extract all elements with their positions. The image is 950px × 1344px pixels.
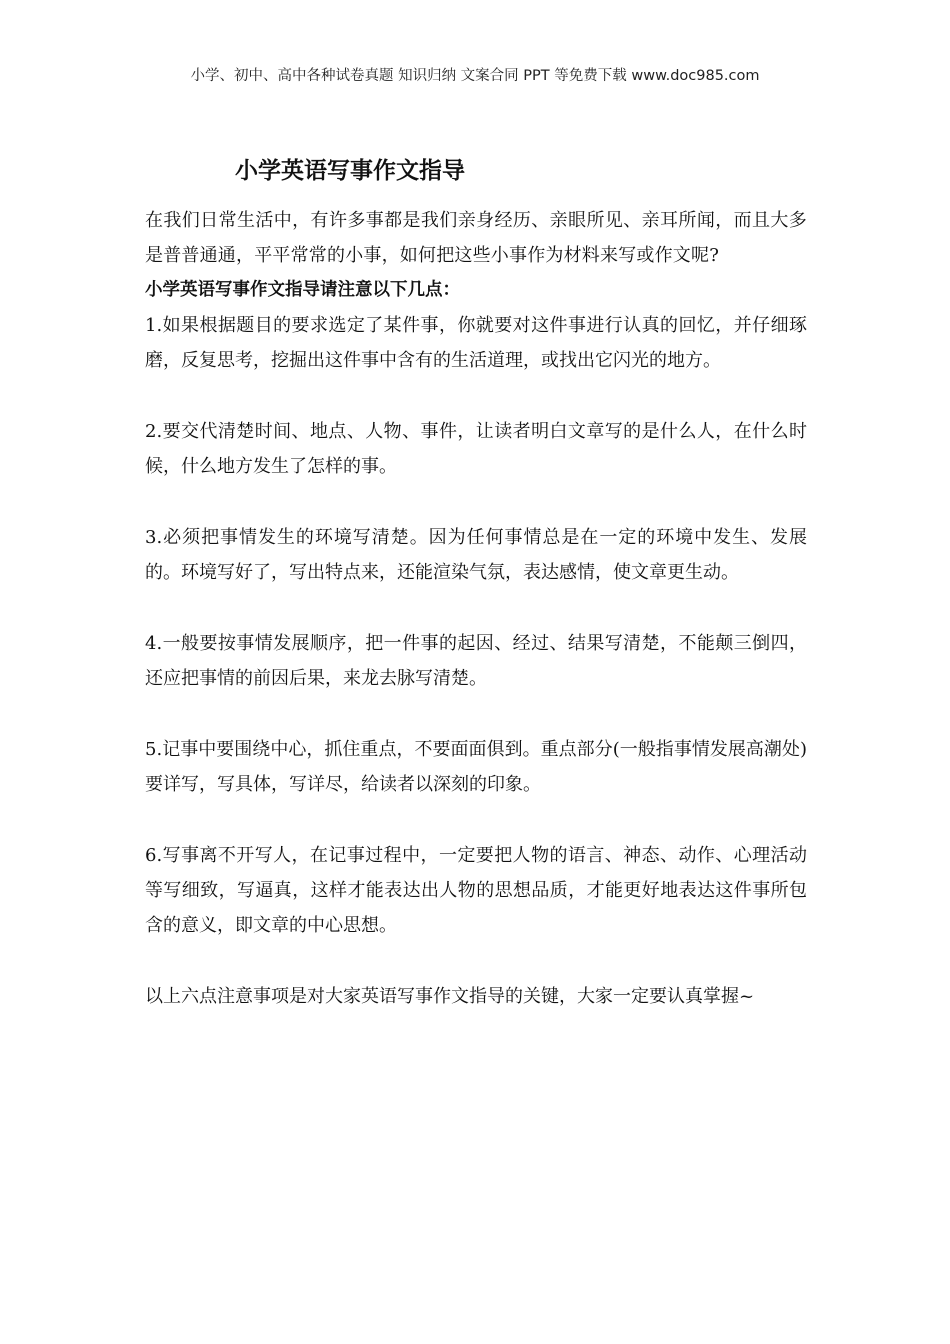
point-paragraph: 3.必须把事情发生的环境写清楚。因为任何事情总是在一定的环境中发生、发展的。环境写好了，写出特点来，还能渲染气氛，表达感情，使文章更生动。 [145, 527, 807, 583]
document-title: 小学英语写事作文指导 [235, 158, 465, 184]
point-paragraph: 1.如果根据题目的要求选定了某件事，你就要对这件事进行认真的回忆，并仔细琢磨，反复思考，挖掘出这件事中含有的生活道理，或找出它闪光的地方。 [145, 315, 807, 371]
page-header: 小学、初中、高中各种试卷真题 知识归纳 文案合同 PPT 等免费下载 www.doc985.com [190, 68, 760, 84]
point-paragraph: 6.写事离不开写人，在记事过程中，一定要把人物的语言、神态、动作、心理活动等写细致，写逼真，这样才能表达出人物的思想品质，才能更好地表达这件事所包含的意义，即文章的中心思想。 [145, 845, 807, 936]
intro-paragraph: 在我们日常生活中，有许多事都是我们亲身经历、亲眼所见、亲耳所闻，而且大多是普普通通，平平常常的小事，如何把这些小事作为材料来写或作文呢? [145, 210, 807, 266]
document-body [145, 203, 807, 1014]
point-paragraph: 2.要交代清楚时间、地点、人物、事件，让读者明白文章写的是什么人，在什么时候，什么地方发生了怎样的事。 [145, 421, 807, 477]
closing-paragraph: 以上六点注意事项是对大家英语写事作文指导的关键，大家一定要认真掌握~ [145, 986, 755, 1007]
point-paragraph: 4.一般要按事情发展顺序，把一件事的起因、经过、结果写清楚，不能颠三倒四，还应把事情的前因后果，来龙去脉写清楚。 [145, 633, 807, 689]
subheading: 小学英语写事作文指导请注意以下几点： [145, 280, 460, 300]
point-paragraph: 5.记事中要围绕中心，抓住重点，不要面面俱到。重点部分(一般指事情发展高潮处)要详写，写具体，写详尽，给读者以深刻的印象。 [145, 739, 807, 795]
